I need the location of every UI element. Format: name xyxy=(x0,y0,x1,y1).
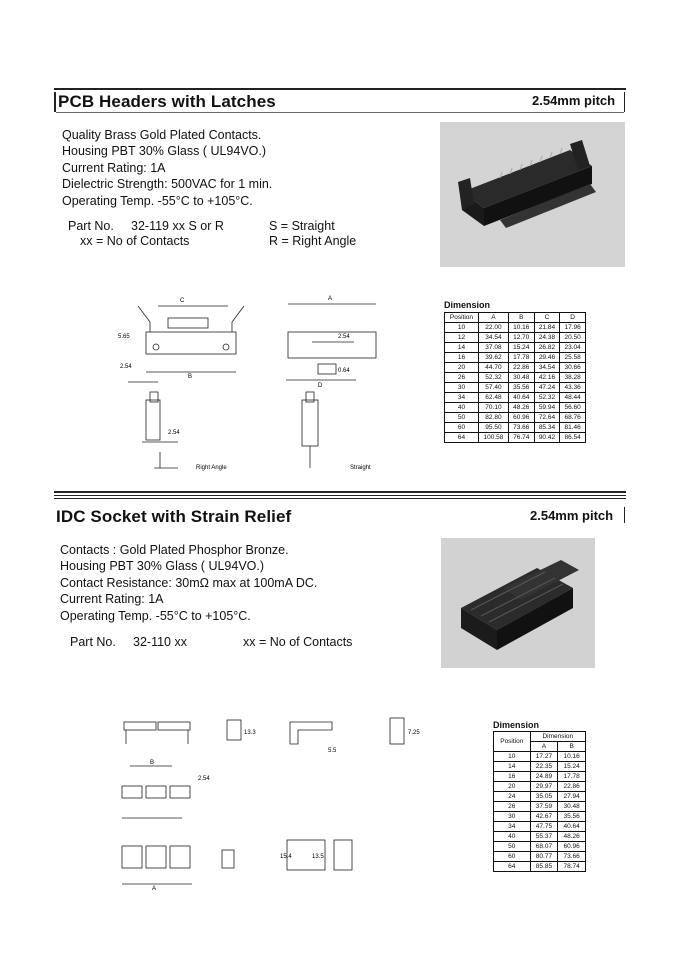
top-rule xyxy=(54,88,626,90)
table-row xyxy=(494,772,586,782)
table-cell: 55.37 xyxy=(530,832,558,842)
dim-label-c: C xyxy=(180,298,185,304)
table-header: B xyxy=(508,313,534,323)
table-header: B xyxy=(558,742,586,752)
r-definition: R = Right Angle xyxy=(269,234,357,248)
table-cell: 34 xyxy=(445,393,479,403)
table-cell: 40.64 xyxy=(558,822,586,832)
table-cell: 48.26 xyxy=(508,403,534,413)
table-cell: 16 xyxy=(445,353,479,363)
section-divider-1 xyxy=(54,491,626,493)
table-row xyxy=(494,802,586,812)
header-drawings xyxy=(118,292,388,482)
table-cell: 37.59 xyxy=(530,802,558,812)
table-cell: 81.46 xyxy=(560,423,586,433)
section1-title: PCB Headers with Latches xyxy=(58,92,276,111)
section1-dimension-caption: Dimension xyxy=(444,300,491,310)
table-cell: 60 xyxy=(494,852,531,862)
section2-title: IDC Socket with Strain Relief xyxy=(56,507,292,526)
table-cell: 15.24 xyxy=(508,343,534,353)
header-photo xyxy=(440,122,625,267)
table-cell: 44.70 xyxy=(478,363,508,373)
section1-specs xyxy=(62,127,272,209)
section1-pitch: 2.54mm pitch xyxy=(532,93,616,108)
table-cell: 62.48 xyxy=(478,393,508,403)
table-cell: 12 xyxy=(445,333,479,343)
table-cell: 29.97 xyxy=(530,782,558,792)
table-row xyxy=(445,343,586,353)
table-row xyxy=(494,842,586,852)
dim-13-3: 13.3 xyxy=(244,730,256,736)
dim-2-54: 2.54 xyxy=(120,364,132,370)
table-cell: 100.58 xyxy=(478,433,508,443)
socket-photo xyxy=(441,538,595,668)
table-cell: 68.76 xyxy=(560,413,586,423)
table-cell: 47.75 xyxy=(530,822,558,832)
section2-dimension-caption: Dimension xyxy=(493,720,540,730)
table-cell: 57.40 xyxy=(478,383,508,393)
table-cell: 29.46 xyxy=(534,353,560,363)
table-cell: 24 xyxy=(494,792,531,802)
table-cell: 14 xyxy=(445,343,479,353)
table-header: Dimension xyxy=(530,732,585,742)
table-cell: 40 xyxy=(445,403,479,413)
table-cell: 24.89 xyxy=(530,772,558,782)
table-cell: 10.16 xyxy=(558,752,586,762)
table-row xyxy=(445,333,586,343)
table-header: Position xyxy=(494,732,531,752)
table-cell: 10.16 xyxy=(508,323,534,333)
xx-definition: xx = No of Contacts xyxy=(80,234,190,248)
section1-dimension-table xyxy=(444,312,586,443)
table-row xyxy=(445,363,586,373)
table-cell: 56.60 xyxy=(560,403,586,413)
spec-line: Contact Resistance: 30mΩ max at 100mA DC. xyxy=(60,575,318,590)
table-cell: 24.38 xyxy=(534,333,560,343)
table-cell: 73.66 xyxy=(558,852,586,862)
table-cell: 52.32 xyxy=(478,373,508,383)
table-cell: 20 xyxy=(445,363,479,373)
table-cell: 85.85 xyxy=(530,862,558,872)
table-cell: 23.04 xyxy=(560,343,586,353)
spec-line: Operating Temp. -55°C to +105°C. xyxy=(62,193,253,208)
dim-2-54c: 2.54 xyxy=(168,430,180,436)
table-cell: 34.54 xyxy=(534,363,560,373)
s-definition: S = Straight xyxy=(269,219,335,233)
table-row xyxy=(445,433,586,443)
spec-line: Current Rating: 1A xyxy=(60,592,164,607)
table-cell: 90.42 xyxy=(534,433,560,443)
table-row xyxy=(494,822,586,832)
table-cell: 48.44 xyxy=(560,393,586,403)
table-cell: 50 xyxy=(445,413,479,423)
table-row xyxy=(445,413,586,423)
table-row xyxy=(494,792,586,802)
socket-photo-image xyxy=(441,538,595,668)
table-cell: 60 xyxy=(445,423,479,433)
table-header-row xyxy=(494,732,586,742)
table-header: D xyxy=(560,313,586,323)
title-left-bar xyxy=(54,92,56,112)
table-cell: 38.28 xyxy=(560,373,586,383)
table-cell: 34.54 xyxy=(478,333,508,343)
table-cell: 39.62 xyxy=(478,353,508,363)
table-row xyxy=(445,373,586,383)
table-cell: 17.78 xyxy=(508,353,534,363)
table-cell: 85.34 xyxy=(534,423,560,433)
table-cell: 52.32 xyxy=(534,393,560,403)
table-cell: 78.74 xyxy=(558,862,586,872)
table-cell: 59.94 xyxy=(534,403,560,413)
table-cell: 47.24 xyxy=(534,383,560,393)
table-header-row xyxy=(445,313,586,323)
table-cell: 17.96 xyxy=(560,323,586,333)
dim-label-d: D xyxy=(318,383,323,389)
table-cell: 26 xyxy=(494,802,531,812)
table-cell: 17.78 xyxy=(558,772,586,782)
section2-dimension-table xyxy=(493,731,586,872)
table-cell: 60.96 xyxy=(558,842,586,852)
dim-5-65: 5.65 xyxy=(118,334,130,340)
table-cell: 27.94 xyxy=(558,792,586,802)
dim-15-4: 15.4 xyxy=(280,854,292,860)
table-cell: 86.54 xyxy=(560,433,586,443)
label-straight: Straight xyxy=(350,465,371,471)
dim-7-25: 7.25 xyxy=(408,730,420,736)
table-cell: 22.00 xyxy=(478,323,508,333)
table-cell: 35.05 xyxy=(530,792,558,802)
spec-line: Housing PBT 30% Glass ( UL94VO.) xyxy=(62,144,267,159)
part-no-label-2: Part No. xyxy=(70,635,116,649)
table-cell: 22.35 xyxy=(530,762,558,772)
title-right-bar xyxy=(624,92,625,112)
dim-label-b: B xyxy=(188,374,193,380)
table-header: Position xyxy=(445,313,479,323)
table-row xyxy=(445,423,586,433)
table-cell: 35.56 xyxy=(508,383,534,393)
spec-line: Quality Brass Gold Plated Contacts. xyxy=(62,128,262,142)
table-cell: 16 xyxy=(494,772,531,782)
table-cell: 50 xyxy=(494,842,531,852)
table-row xyxy=(445,353,586,363)
table-cell: 72.64 xyxy=(534,413,560,423)
section2-specs xyxy=(60,542,317,624)
part-no-value-2: 32-110 xx xyxy=(133,635,187,649)
table-cell: 76.74 xyxy=(508,433,534,443)
part-no-value: 32-119 xx S or R xyxy=(131,219,224,233)
table-row xyxy=(494,832,586,842)
title-underline xyxy=(56,112,624,113)
table-cell: 40.64 xyxy=(508,393,534,403)
table-row xyxy=(494,752,586,762)
table-cell: 30 xyxy=(445,383,479,393)
table-cell: 21.84 xyxy=(534,323,560,333)
table-cell: 10 xyxy=(445,323,479,333)
table-cell: 26 xyxy=(445,373,479,383)
table-cell: 17.27 xyxy=(530,752,558,762)
table-cell: 37.08 xyxy=(478,343,508,353)
table-header: A xyxy=(530,742,558,752)
dim-2-54-s2: 2.54 xyxy=(198,776,210,782)
table-row xyxy=(445,323,586,333)
spec-line: Dielectric Strength: 500VAC for 1 min. xyxy=(62,177,273,192)
dim-0-64: 0.64 xyxy=(338,368,350,374)
table-header: C xyxy=(534,313,560,323)
table-row xyxy=(445,403,586,413)
table-cell: 25.58 xyxy=(560,353,586,363)
spec-line: Operating Temp. -55°C to +105°C. xyxy=(60,608,251,623)
table-cell: 26.82 xyxy=(534,343,560,353)
table-row xyxy=(494,852,586,862)
spec-line: Contacts : Gold Plated Phosphor Bronze. xyxy=(60,543,289,557)
section-divider-3 xyxy=(54,498,626,499)
dim-5-5: 5.5 xyxy=(328,748,337,754)
table-cell: 64 xyxy=(445,433,479,443)
table-header: A xyxy=(478,313,508,323)
table-row xyxy=(494,812,586,822)
table-cell: 22.86 xyxy=(558,782,586,792)
table-row xyxy=(445,393,586,403)
table-cell: 10 xyxy=(494,752,531,762)
table-cell: 70.10 xyxy=(478,403,508,413)
table-cell: 82.80 xyxy=(478,413,508,423)
table-cell: 22.86 xyxy=(508,363,534,373)
table-cell: 80.77 xyxy=(530,852,558,862)
dim-13-5: 13.5 xyxy=(312,854,324,860)
table-cell: 14 xyxy=(494,762,531,772)
table-cell: 20.50 xyxy=(560,333,586,343)
header-photo-image xyxy=(440,122,625,267)
table-cell: 30 xyxy=(494,812,531,822)
part-no-label: Part No. xyxy=(68,219,114,233)
table-cell: 73.66 xyxy=(508,423,534,433)
section2-pitch: 2.54mm pitch xyxy=(530,508,614,523)
label-right-angle: Right Angle xyxy=(196,465,227,471)
dim-label-a: A xyxy=(328,296,333,302)
table-cell: 43.36 xyxy=(560,383,586,393)
table-row xyxy=(494,782,586,792)
table-cell: 30.48 xyxy=(508,373,534,383)
table-row xyxy=(445,383,586,393)
table-cell: 42.16 xyxy=(534,373,560,383)
spec-line: Current Rating: 1A xyxy=(62,160,166,175)
table-cell: 68.07 xyxy=(530,842,558,852)
table-cell: 20 xyxy=(494,782,531,792)
table-cell: 40 xyxy=(494,832,531,842)
xx-definition-2: xx = No of Contacts xyxy=(243,635,353,649)
table-row xyxy=(494,762,586,772)
table-cell: 95.50 xyxy=(478,423,508,433)
table-cell: 42.67 xyxy=(530,812,558,822)
dim-label-b2: B xyxy=(150,760,155,766)
socket-drawings xyxy=(112,700,442,900)
table-cell: 15.24 xyxy=(558,762,586,772)
title2-right-bar xyxy=(624,507,625,523)
table-cell: 30.66 xyxy=(560,363,586,373)
spec-line: Housing PBT 30% Glass ( UL94VO.) xyxy=(60,559,265,574)
table-cell: 34 xyxy=(494,822,531,832)
table-row xyxy=(494,862,586,872)
dim-label-a2: A xyxy=(152,886,157,892)
table-cell: 64 xyxy=(494,862,531,872)
section-divider-2 xyxy=(54,495,626,496)
table-cell: 35.56 xyxy=(558,812,586,822)
dim-2-54b: 2.54 xyxy=(338,334,350,340)
table-cell: 12.70 xyxy=(508,333,534,343)
table-cell: 48.26 xyxy=(558,832,586,842)
table-cell: 30.48 xyxy=(558,802,586,812)
table-cell: 60.96 xyxy=(508,413,534,423)
